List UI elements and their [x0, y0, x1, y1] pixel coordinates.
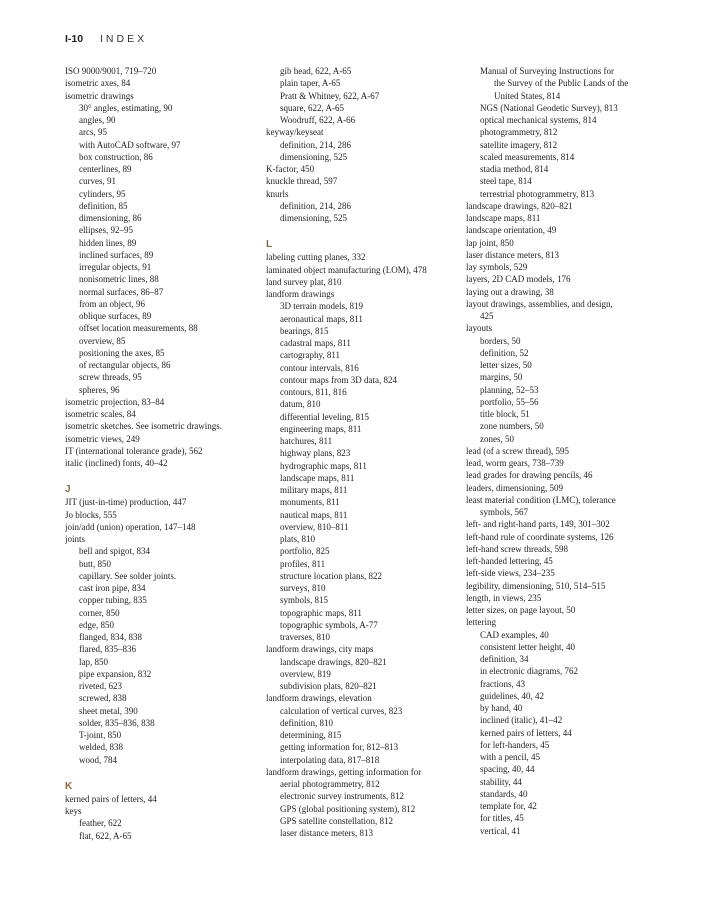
- index-subentry: feather, 622: [79, 818, 122, 829]
- index-subentry: contour intervals, 816: [280, 362, 359, 373]
- index-subentry: military maps, 811: [280, 485, 348, 495]
- index-entry: length, in views, 235: [466, 592, 542, 603]
- index-subentry: consistent letter height, 40: [480, 641, 575, 652]
- index-subentry: with a pencil, 45: [480, 752, 540, 762]
- index-subentry: scaled measurements, 814: [480, 151, 575, 162]
- index-column-2: [266, 65, 463, 839]
- index-entry: keys: [65, 806, 82, 816]
- index-subentry: positioning the axes, 85: [79, 347, 165, 358]
- index-subentry: riveted, 623: [79, 681, 122, 691]
- section-title: INDEX: [100, 33, 148, 45]
- index-subentry: oblique surfaces, 89: [79, 311, 152, 321]
- index-entry: layers, 2D CAD models, 176: [466, 274, 571, 285]
- index-subentry: nonisometric lines, 88: [79, 274, 159, 285]
- index-entry: landform drawings, city maps: [266, 644, 374, 655]
- index-entry: layouts: [466, 323, 492, 334]
- index-entry: isometric scales, 84: [65, 409, 136, 419]
- index-subentry: United States, 814: [494, 90, 561, 101]
- index-entry: left-hand rule of coordinate systems, 126: [466, 531, 614, 542]
- section-gap: [65, 766, 261, 780]
- index-subentry: welded, 838: [79, 742, 123, 753]
- index-subentry: kerned pairs of letters, 44: [480, 727, 572, 738]
- index-entry: IT (international tolerance grade), 562: [65, 445, 203, 456]
- index-subentry: centerlines, 89: [79, 164, 132, 174]
- index-subentry: square, 622, A-65: [280, 102, 344, 113]
- index-entry: keyway/keyseat: [266, 127, 324, 138]
- index-subentry: copper tubing, 835: [79, 595, 147, 606]
- index-subentry: spacing, 40, 44: [480, 764, 535, 775]
- index-entry: labeling cutting planes, 332: [266, 252, 366, 263]
- index-subentry: differential leveling, 815: [280, 411, 370, 422]
- index-subentry: by hand, 40: [480, 703, 523, 713]
- index-subentry: contours, 811, 816: [280, 387, 347, 397]
- index-entry: landscape drawings, 820–821: [466, 200, 573, 211]
- index-subentry: satellite imagery, 812: [480, 139, 558, 150]
- index-column-1: [65, 65, 261, 842]
- index-subentry: Woodruff, 622, A-66: [280, 115, 356, 125]
- index-subentry: GPS (global positioning system), 812: [280, 803, 416, 814]
- index-entry: lead grades for drawing pencils, 46: [466, 470, 593, 481]
- index-subentry: T-joint, 850: [79, 730, 122, 740]
- index-subentry: curves, 91: [79, 176, 116, 187]
- index-entry: left-handed lettering, 45: [466, 556, 553, 566]
- index-subentry: datum, 810: [280, 399, 321, 410]
- index-subentry: aeronautical maps, 811: [280, 313, 363, 324]
- index-subentry: gib head, 622, A-65: [280, 66, 352, 76]
- index-subentry: 425: [480, 311, 494, 321]
- index-subentry: steel tape, 814: [480, 176, 532, 187]
- index-entry: laminated object manufacturing (LOM), 478: [266, 264, 427, 275]
- index-entry: landform drawings, getting information for: [266, 766, 422, 777]
- index-subentry: bell and spigot, 834: [79, 546, 150, 557]
- index-subentry: inclined (italic), 41–42: [480, 715, 563, 726]
- index-subentry: dimensioning, 525: [280, 151, 347, 162]
- index-subentry: zones, 50: [480, 433, 514, 444]
- index-entry: lead (of a screw thread), 595: [466, 445, 569, 456]
- index-subentry: edge, 850: [79, 619, 114, 630]
- index-subentry: pipe expansion, 832: [79, 668, 152, 679]
- index-subentry: irregular objects, 91: [79, 262, 152, 272]
- section-gap: [266, 224, 463, 238]
- index-entry: laying out a drawing, 38: [466, 286, 554, 297]
- letter-heading: L: [266, 239, 273, 251]
- index-subentry: standards, 40: [480, 788, 528, 799]
- index-entry: isometric drawings: [65, 90, 134, 101]
- index-subentry: cartography, 811: [280, 350, 341, 361]
- index-entry: left- and right-hand parts, 149, 301–302: [466, 519, 610, 530]
- index-subentry: screw threads, 95: [79, 372, 142, 383]
- index-subentry: overview, 85: [79, 335, 126, 346]
- index-entry: layout drawings, assemblies, and design,: [466, 298, 613, 309]
- index-subentry: topographic symbols, A-77: [280, 619, 378, 630]
- index-subentry: from an object, 96: [79, 298, 145, 309]
- index-entry: legibility, dimensioning, 510, 514–515: [466, 580, 606, 591]
- index-subentry: flanged, 834, 838: [79, 632, 142, 642]
- index-entry: kerned pairs of letters, 44: [65, 793, 157, 804]
- index-subentry: template for, 42: [480, 801, 537, 811]
- index-subentry: 3D terrain models, 819: [280, 301, 363, 312]
- index-subentry: electronic survey instruments, 812: [280, 791, 404, 802]
- index-subentry: contour maps from 3D data, 824: [280, 374, 397, 385]
- index-column-3: [466, 65, 671, 837]
- index-subentry: lap, 850: [79, 656, 108, 667]
- index-subentry: calculation of vertical curves, 823: [280, 705, 403, 716]
- index-subentry: definition, 810: [280, 717, 333, 728]
- index-subentry: stability, 44: [480, 776, 522, 787]
- index-subentry: portfolio, 825: [280, 546, 330, 557]
- index-subentry: cadastral maps, 811: [280, 338, 351, 348]
- index-subentry: butt, 850: [79, 558, 112, 569]
- index-entry: isometric projection, 83–84: [65, 396, 165, 407]
- index-subentry: plain taper, A-65: [280, 78, 341, 89]
- index-subentry: inclined surfaces, 89: [79, 249, 154, 260]
- index-subentry: nautical maps, 811: [280, 509, 348, 520]
- index-subentry: highway plans, 823: [280, 448, 351, 459]
- index-subentry: overview, 819: [280, 668, 331, 679]
- index-subentry: spheres, 96: [79, 384, 120, 395]
- index-subentry: definition, 214, 286: [280, 139, 351, 150]
- index-subentry: topographic maps, 811: [280, 607, 362, 618]
- index-entry: landscape maps, 811: [466, 213, 541, 223]
- index-subentry: dimensioning, 525: [280, 213, 347, 223]
- letter-heading: J: [65, 484, 71, 496]
- index-subentry: getting information for, 812–813: [280, 742, 399, 753]
- index-subentry: bearings, 815: [280, 325, 329, 336]
- index-entry: least material condition (LMC), tolerance: [466, 494, 616, 505]
- index-subentry: monuments, 811: [280, 497, 340, 508]
- index-entry: K-factor, 450: [266, 164, 315, 174]
- index-entry: letter sizes, on page layout, 50: [466, 605, 576, 615]
- index-subentry: GPS satellite constellation, 812: [280, 815, 393, 826]
- index-subentry: symbols, 567: [480, 507, 529, 517]
- index-subentry: capillary. See solder joints.: [79, 570, 177, 581]
- index-entry: lettering: [466, 617, 496, 628]
- index-entry: landform drawings, elevation: [266, 693, 372, 704]
- index-subentry: corner, 850: [79, 607, 120, 618]
- index-entry: landscape orientation, 49: [466, 225, 557, 236]
- index-entry: lead, worm gears, 738–739: [466, 458, 564, 468]
- index-subentry: structure location plans, 822: [280, 570, 382, 581]
- index-subentry: optical mechanical systems, 814: [480, 115, 597, 125]
- index-subentry: Manual of Surveying Instructions for: [480, 66, 614, 76]
- index-entry: join/add (union) operation, 147–148: [65, 521, 196, 532]
- running-head: [65, 33, 147, 47]
- index-subentry: determining, 815: [280, 730, 342, 740]
- letter-heading: K: [65, 780, 73, 792]
- index-subentry: portfolio, 55–56: [480, 396, 539, 407]
- index-subentry: landscape maps, 811: [280, 472, 355, 483]
- index-subentry: definition, 214, 286: [280, 200, 351, 211]
- index-subentry: ellipses, 92–95: [79, 225, 133, 236]
- index-subentry: cylinders, 95: [79, 188, 126, 199]
- index-subentry: arcs, 95: [79, 127, 107, 138]
- index-subentry: normal surfaces, 86–87: [79, 286, 164, 297]
- index-entry: laser distance meters, 813: [466, 249, 559, 260]
- index-subentry: symbols, 815: [280, 595, 329, 606]
- index-subentry: for titles, 45: [480, 813, 524, 824]
- index-entry: isometric axes, 84: [65, 78, 131, 89]
- index-subentry: planning, 52–53: [480, 384, 539, 395]
- index-subentry: CAD examples, 40: [480, 629, 549, 640]
- index-subentry: of rectangular objects, 86: [79, 360, 171, 370]
- index-entry: land survey plat, 810: [266, 276, 342, 287]
- index-entry: joints: [65, 534, 86, 544]
- index-subentry: terrestrial photogrammetry, 813: [480, 188, 595, 199]
- index-subentry: engineering maps, 811: [280, 423, 362, 434]
- index-entry: landform drawings: [266, 289, 335, 299]
- index-subentry: borders, 50: [480, 335, 521, 346]
- index-subentry: surveys, 810: [280, 583, 326, 593]
- index-subentry: sheet metal, 390: [79, 705, 138, 716]
- index-subentry: cast iron pipe, 834: [79, 583, 146, 593]
- index-subentry: fractions, 43: [480, 678, 525, 689]
- index-subentry: margins, 50: [480, 372, 523, 383]
- index-subentry: profiles, 811: [280, 558, 326, 569]
- index-subentry: interpolating data, 817–818: [280, 754, 380, 765]
- index-entry: isometric views, 249: [65, 433, 140, 444]
- index-subentry: definition, 52: [480, 347, 529, 358]
- page-number: I-10: [65, 33, 84, 45]
- index-subentry: aerial photogrammetry, 812: [280, 779, 380, 789]
- index-subentry: solder, 835–836, 838: [79, 717, 155, 728]
- index-subentry: laser distance meters, 813: [280, 828, 373, 838]
- index-subentry: definition, 85: [79, 200, 128, 211]
- index-subentry: guidelines, 40, 42: [480, 690, 544, 701]
- index-subentry: title block, 51: [480, 409, 530, 419]
- index-subentry: stadia method, 814: [480, 164, 549, 174]
- index-subentry: vertical, 41: [480, 825, 521, 836]
- index-entry: italic (inclined) fonts, 40–42: [65, 458, 168, 468]
- index-entry: JIT (just-in-time) production, 447: [65, 497, 187, 508]
- index-subentry: dimensioning, 86: [79, 213, 142, 223]
- index-entry: lay symbols, 529: [466, 262, 528, 272]
- index-subentry: plats, 810: [280, 534, 315, 544]
- index-entry: ISO 9000/9001, 719–720: [65, 66, 157, 76]
- index-entry: Jo blocks, 555: [65, 509, 117, 520]
- index-subentry: flared, 835–836: [79, 644, 136, 655]
- index-subentry: the Survey of the Public Lands of the: [494, 78, 629, 89]
- index-subentry: box construction, 86: [79, 151, 153, 162]
- index-entry: isometric sketches. See isometric drawings.: [65, 421, 222, 432]
- index-entry: left-hand screw threads, 598: [466, 543, 568, 554]
- index-subentry: in electronic diagrams, 762: [480, 666, 578, 677]
- index-subentry: zone numbers, 50: [480, 421, 544, 432]
- index-subentry: angles, 90: [79, 115, 116, 125]
- index-subentry: landscape drawings, 820–821: [280, 656, 387, 667]
- index-entry: leaders, dimensioning, 509: [466, 482, 563, 493]
- index-subentry: definition, 34: [480, 654, 529, 664]
- index-subentry: NGS (National Geodetic Survey), 813: [480, 102, 618, 113]
- index-subentry: letter sizes, 50: [480, 360, 532, 370]
- index-subentry: with AutoCAD software, 97: [79, 139, 181, 150]
- index-subentry: traverses, 810: [280, 632, 330, 642]
- index-subentry: offset location measurements, 88: [79, 323, 198, 334]
- section-gap: [65, 469, 261, 483]
- index-subentry: hatchures, 811: [280, 436, 333, 446]
- index-subentry: Pratt & Whitney, 622, A-67: [280, 90, 380, 101]
- index-subentry: for left-handers, 45: [480, 739, 550, 750]
- index-subentry: photogrammetry, 812: [480, 127, 558, 138]
- index-subentry: overview, 810–811: [280, 521, 349, 532]
- index-entry: lap joint, 850: [466, 237, 514, 248]
- index-entry: knuckle thread, 597: [266, 176, 338, 187]
- index-subentry: screwed, 838: [79, 693, 127, 704]
- index-subentry: subdivision plats, 820–821: [280, 681, 377, 691]
- index-entry: left-side views, 234–235: [466, 568, 555, 579]
- index-subentry: wood, 784: [79, 754, 117, 765]
- index-subentry: hydrographic maps, 811: [280, 460, 367, 471]
- index-entry: knurls: [266, 188, 289, 199]
- index-subentry: hidden lines, 89: [79, 237, 137, 248]
- index-subentry: 30° angles, estimating, 90: [79, 102, 173, 113]
- index-subentry: flat, 622, A-65: [79, 830, 132, 841]
